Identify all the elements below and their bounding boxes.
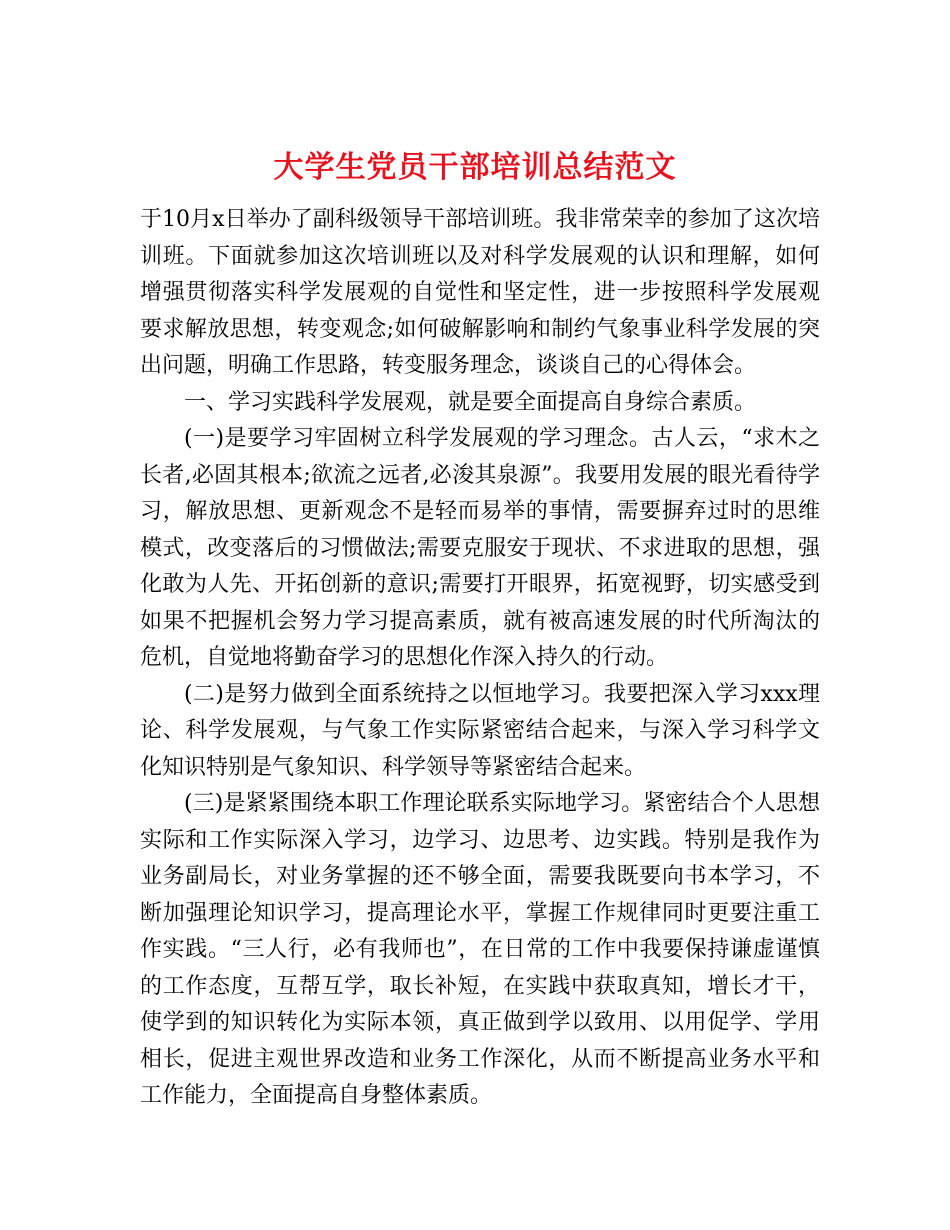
document-body — [140, 202, 820, 1115]
paragraph-point-three: (三)是紧紧围绕本职工作理论联系实际地学习。紧密结合个人思想实际和工作实际深入学习，边学习、边思考、边实践。特别是我作为业务副局长，对业务掌握的还不够全面，需要我既要向书本学习，不断加强理论知识学习，提高理论水平，掌握工作规律同时更要注重工作实践。“三人行，必有我师也”，在日常的工作中我要保持谦虚谨慎的工作态度，互帮互学，取长补短，在实践中获取真知，增长才干，使学到的知识转化为实际本领，真正做到学以致用、以用促学、学用相长，促进主观世界改造和业务工作深化，从而不断提高业务水平和工作能力，全面提高自身整体素质。 — [140, 791, 820, 1108]
paragraph-intro: 于10月x日举办了副科级领导干部培训班。我非常荣幸的参加了这次培训班。下面就参加这次培训班以及对科学发展观的认识和理解，如何增强贯彻落实科学发展观的自觉性和坚定性，进一步按照科学发展观要求解放思想，转变观念;如何破解影响和制约气象事业科学发展的突出问题，明确工作思路，转变服务理念，谈谈自己的心得体会。 — [140, 207, 820, 378]
paragraph-point-two: (二)是努力做到全面系统持之以恒地学习。我要把深入学习xxx理论、科学发展观，与气象工作实际紧密结合起来，与深入学习科学文化知识特别是气象知识、科学领导等紧密结合起来。 — [140, 681, 820, 780]
page-title: 大学生党员干部培训总结范文 — [273, 150, 677, 186]
paragraph-point-one: (一)是要学习牢固树立科学发展观的学习理念。古人云，“求木之长者,必固其根本;欲流之远者,必浚其泉源”。我要用发展的眼光看待学习，解放思想、更新观念不是轻而易举的事情，需要摒弃过时的思维模式，改变落后的习惯做法;需要克服安于现状、不求进取的思想，强化敢为人先、开拓创新的意识;需要打开眼界，拓宽视野，切实感受到如果不把握机会努力学习提高素质，就有被高速发展的时代所淘汰的危机，自觉地将勤奋学习的思想化作深入持久的行动。 — [140, 426, 820, 670]
paragraph-section-one-heading: 一、学习实践科学发展观，就是要全面提高自身综合素质。 — [184, 389, 757, 415]
